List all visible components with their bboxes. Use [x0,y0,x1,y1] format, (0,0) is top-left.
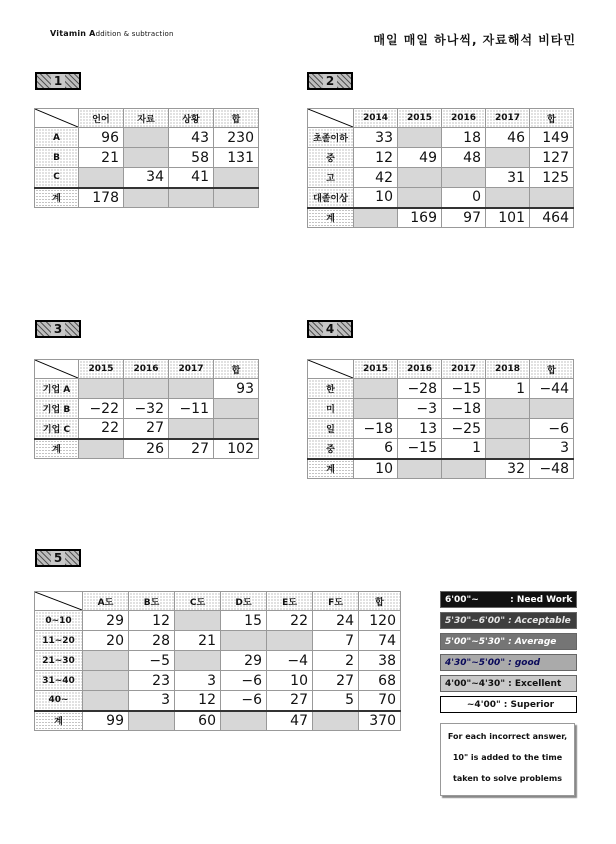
cell: 29 [83,611,129,631]
brand-name: Vitamin A [50,29,96,38]
row-header: 기업 B [35,399,79,419]
cell: −32 [124,399,169,419]
cell: 3 [175,671,221,691]
page-title: 매일 매일 하나씩, 자료해석 비타민 [373,33,576,47]
row-header: 11~20 [35,631,83,651]
row-header: 0~10 [35,611,83,631]
col-header: 2016 [442,109,486,128]
col-header: 2017 [442,360,486,379]
problem-number-4: 4 [307,320,353,338]
cell: 33 [354,128,398,148]
blank-cell[interactable] [169,419,214,439]
blank-cell[interactable] [354,379,398,399]
legend-need-work: 6'00"~ : Need Work [440,591,577,608]
col-header: 상황 [169,109,214,128]
cell: 12 [175,691,221,711]
row-header: 기업 C [35,419,79,439]
legend-average: 5'00"~5'30" : Average [440,633,577,650]
cell: −11 [169,399,214,419]
cell: 97 [442,208,486,228]
row-header: 21~30 [35,651,83,671]
blank-cell[interactable] [214,188,259,208]
cell: 464 [530,208,574,228]
problem-3-table [34,359,259,459]
cell: 49 [398,148,442,168]
row-header: 31~40 [35,671,83,691]
corner-cell [308,109,354,128]
cell: 93 [214,379,259,399]
blank-cell[interactable] [124,128,169,148]
problem-2-table [307,108,574,228]
blank-cell[interactable] [486,399,530,419]
col-header: 2016 [124,360,169,379]
legend-excellent: 4'00"~4'30" : Excellent [440,675,577,692]
corner-cell [308,360,354,379]
cell: 31 [486,168,530,188]
blank-cell[interactable] [486,148,530,168]
blank-cell[interactable] [175,611,221,631]
cell: 42 [354,168,398,188]
cell: 21 [175,631,221,651]
cell: 99 [83,711,129,731]
col-header: 합 [214,360,259,379]
cell: 74 [359,631,401,651]
col-header: 합 [214,109,259,128]
row-header: 대졸이상 [308,188,354,208]
row-header: A [35,128,79,148]
cell: 169 [398,208,442,228]
col-header: 2015 [79,360,124,379]
cell: 131 [214,148,259,168]
blank-cell[interactable] [530,188,574,208]
col-header: 2017 [486,109,530,128]
cell: 13 [398,419,442,439]
blank-cell[interactable] [169,188,214,208]
cell: 101 [486,208,530,228]
cell: −25 [442,419,486,439]
blank-cell[interactable] [221,711,267,731]
col-header: 합 [359,592,401,611]
cell: 70 [359,691,401,711]
cell: 24 [313,611,359,631]
row-header: 미 [308,399,354,419]
cell: 58 [169,148,214,168]
blank-cell[interactable] [354,208,398,228]
col-header: 2015 [354,360,398,379]
cell: −18 [354,419,398,439]
cell: 10 [354,188,398,208]
problem-number-2: 2 [307,72,353,90]
blank-cell[interactable] [129,711,175,731]
cell: 15 [221,611,267,631]
cell: −22 [79,399,124,419]
cell: 102 [214,439,259,459]
cell: 230 [214,128,259,148]
col-header: F도 [313,592,359,611]
problem-1-table [34,108,259,208]
row-header: 40~ [35,691,83,711]
blank-cell[interactable] [214,168,259,188]
blank-cell[interactable] [79,439,124,459]
blank-cell[interactable] [442,168,486,188]
row-header: 계 [35,711,83,731]
blank-cell[interactable] [398,168,442,188]
blank-cell[interactable] [83,651,129,671]
blank-cell[interactable] [169,379,214,399]
cell: 22 [267,611,313,631]
cell: −6 [221,671,267,691]
col-header: 2016 [398,360,442,379]
blank-cell[interactable] [214,419,259,439]
cell: 7 [313,631,359,651]
row-header: C [35,168,79,188]
blank-cell[interactable] [79,379,124,399]
note-line: taken to solve problems [453,774,562,783]
row-header: 중 [308,439,354,459]
cell: 47 [267,711,313,731]
cell: 10 [267,671,313,691]
cell: −28 [398,379,442,399]
col-header: C도 [175,592,221,611]
cell: 125 [530,168,574,188]
blank-cell[interactable] [79,168,124,188]
blank-cell[interactable] [124,148,169,168]
cell: 149 [530,128,574,148]
cell: 46 [486,128,530,148]
problem-5-table [34,591,401,731]
col-header: B도 [129,592,175,611]
cell: −15 [442,379,486,399]
cell: 0 [442,188,486,208]
cell: 1 [486,379,530,399]
cell: 60 [175,711,221,731]
col-header: E도 [267,592,313,611]
cell: 68 [359,671,401,691]
cell: −4 [267,651,313,671]
time-legend [440,591,577,717]
cell: 3 [530,439,574,459]
blank-cell[interactable] [83,691,129,711]
row-header: 계 [308,208,354,228]
cell: 5 [313,691,359,711]
blank-cell[interactable] [221,631,267,651]
col-header: D도 [221,592,267,611]
cell: 2 [313,651,359,671]
row-header: 중 [308,148,354,168]
note-line: For each incorrect answer, [447,732,568,741]
row-header: 계 [35,188,79,208]
cell: 18 [442,128,486,148]
corner-cell [35,109,79,128]
blank-cell[interactable] [267,631,313,651]
row-header: 고 [308,168,354,188]
problem-number-5: 5 [35,549,81,567]
cell: 178 [79,188,124,208]
cell: 38 [359,651,401,671]
cell: 29 [221,651,267,671]
col-header: 2017 [169,360,214,379]
blank-cell[interactable] [124,188,169,208]
row-header: B [35,148,79,168]
cell: 21 [79,148,124,168]
col-header: 2018 [486,360,530,379]
cell: 48 [442,148,486,168]
cell: 370 [359,711,401,731]
problem-number-3: 3 [35,320,81,338]
cell: −6 [221,691,267,711]
col-header: 자료 [124,109,169,128]
col-header: 합 [530,109,574,128]
brand-tagline: ddition & subtraction [95,30,174,38]
col-header: A도 [83,592,129,611]
col-header: 2014 [354,109,398,128]
penalty-note [440,723,575,796]
row-header: 초졸이하 [308,128,354,148]
cell: 127 [530,148,574,168]
blank-cell[interactable] [214,399,259,419]
blank-cell[interactable] [175,651,221,671]
col-header: 합 [530,360,574,379]
cell: 27 [267,691,313,711]
problem-number-1: 1 [35,72,81,90]
cell: 27 [313,671,359,691]
blank-cell[interactable] [83,671,129,691]
cell: −6 [530,419,574,439]
problem-4-table [307,359,574,479]
cell: −15 [398,439,442,459]
col-header: 언어 [79,109,124,128]
cell: 20 [83,631,129,651]
cell: 3 [129,691,175,711]
cell: 34 [124,168,169,188]
cell: 41 [169,168,214,188]
row-header: 계 [308,459,354,479]
cell: 12 [129,611,175,631]
blank-cell[interactable] [124,379,169,399]
cell: 28 [129,631,175,651]
cell: 1 [442,439,486,459]
cell: −5 [129,651,175,671]
cell: −3 [398,399,442,419]
cell: 27 [169,439,214,459]
blank-cell[interactable] [530,399,574,419]
blank-cell[interactable] [398,459,442,479]
corner-cell [35,360,79,379]
cell: 22 [79,419,124,439]
legend-acceptable: 5'30"~6'00" : Acceptable [440,612,577,629]
cell: −44 [530,379,574,399]
row-header: 일 [308,419,354,439]
blank-cell[interactable] [486,419,530,439]
row-header: 계 [35,439,79,459]
blank-cell[interactable] [398,128,442,148]
cell: 12 [354,148,398,168]
cell: −48 [530,459,574,479]
corner-cell [35,592,83,611]
cell: 96 [79,128,124,148]
cell: 120 [359,611,401,631]
cell: −18 [442,399,486,419]
cell: 6 [354,439,398,459]
note-line: 10" is added to the time [452,753,563,762]
col-header: 2015 [398,109,442,128]
row-header: 기업 A [35,379,79,399]
cell: 23 [129,671,175,691]
blank-cell[interactable] [486,188,530,208]
brand-subtitle [50,29,174,38]
blank-cell[interactable] [398,188,442,208]
blank-cell[interactable] [354,399,398,419]
cell: 26 [124,439,169,459]
blank-cell[interactable] [442,459,486,479]
row-header: 한 [308,379,354,399]
legend-good: 4'30"~5'00" : good [440,654,577,671]
blank-cell[interactable] [486,439,530,459]
legend-superior: ~4'00" : Superior [440,696,577,713]
cell: 32 [486,459,530,479]
cell: 10 [354,459,398,479]
blank-cell[interactable] [313,711,359,731]
cell: 27 [124,419,169,439]
cell: 43 [169,128,214,148]
